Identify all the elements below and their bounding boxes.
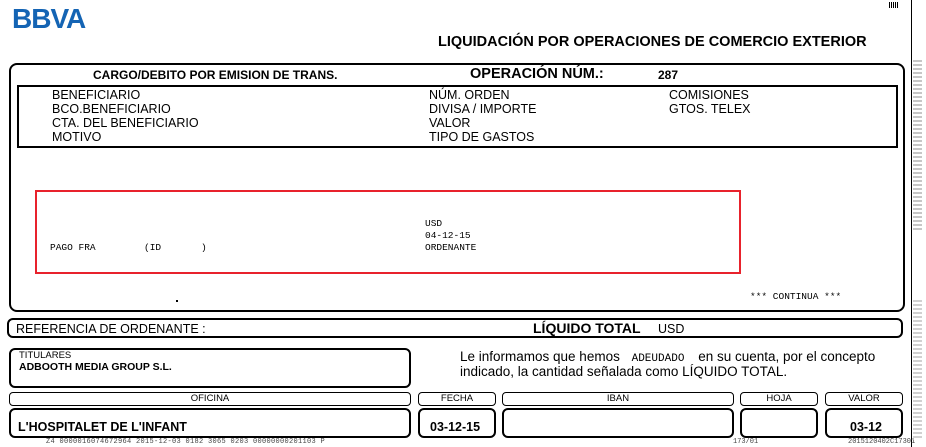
sheet-header: HOJA: [740, 392, 818, 406]
value-date-value: 03-12: [850, 420, 882, 434]
field-column-1: [52, 88, 199, 144]
field-column-3: [669, 88, 751, 116]
stray-dot: [176, 300, 178, 302]
holders-label: TITULARES: [19, 350, 72, 361]
print-code: 2015120402C17301: [848, 438, 916, 446]
tipo-gastos-value: ORDENANTE: [425, 242, 477, 253]
field-label: MOTIVO: [52, 130, 102, 144]
holders-value: ADBOOTH MEDIA GROUP S.L.: [19, 361, 172, 373]
date-header: FECHA: [418, 392, 496, 406]
info-text: Le informamos que hemos: [460, 349, 620, 364]
field-label: GTOS. TELEX: [669, 102, 751, 116]
motivo-value: PAGO FRA: [50, 242, 96, 253]
bbva-logo: BBVA: [12, 3, 86, 34]
field-label: DIVISA / IMPORTE: [429, 102, 537, 116]
action-word: ADEUDADO: [631, 353, 685, 365]
valor-value: 04-12-15: [425, 230, 471, 241]
divisa-value: USD: [425, 218, 443, 229]
office-value: L'HOSPITALET DE L'INFANT: [18, 420, 187, 434]
charge-type: CARGO/DEBITO POR EMISION DE TRANS.: [93, 68, 338, 82]
info-line-1: [460, 349, 875, 365]
document-title: LIQUIDACIÓN POR OPERACIONES DE COMERCIO EXTERIOR: [438, 34, 867, 50]
info-text: en su cuenta, por el concepto: [698, 349, 876, 364]
corner-mark: [889, 2, 899, 8]
value-date-header: VALOR: [825, 392, 903, 406]
page-edge-line: [911, 0, 912, 447]
total-label: LÍQUIDO TOTAL: [533, 320, 641, 336]
legal-text-vertical-lower: [913, 300, 922, 440]
field-column-2: [429, 88, 536, 144]
page-code: 173/01: [733, 438, 759, 446]
iban-box: [502, 408, 734, 438]
field-label: TIPO DE GASTOS: [429, 130, 535, 144]
legal-text-vertical: [913, 60, 922, 230]
field-label: NÚM. ORDEN: [429, 88, 510, 102]
total-currency: USD: [658, 322, 685, 336]
field-label: BCO.BENEFICIARIO: [52, 102, 171, 116]
iban-header: IBAN: [502, 392, 734, 406]
field-label: CTA. DEL BENEFICIARIO: [52, 116, 199, 130]
highlight-box: [35, 190, 741, 274]
reference-label: REFERENCIA DE ORDENANTE :: [16, 322, 206, 336]
operation-number-label: OPERACIÓN NÚM.:: [470, 66, 604, 82]
field-label: VALOR: [429, 116, 471, 130]
office-header: OFICINA: [9, 392, 411, 406]
date-value: 03-12-15: [430, 420, 481, 434]
motivo-id: (ID ): [144, 242, 207, 253]
sheet-box: [740, 408, 818, 438]
continua-label: *** CONTINUA ***: [750, 291, 842, 302]
info-line-2: indicado, la cantidad señalada como LÍQUIDO TOTAL.: [460, 364, 788, 379]
field-label: COMISIONES: [669, 88, 749, 102]
reference-code: Z4 0000016074672964 2015-12-03 0182 3065 0203 00000000201103 P: [46, 438, 326, 446]
field-label: BENEFICIARIO: [52, 88, 141, 102]
operation-number: 287: [658, 68, 679, 82]
